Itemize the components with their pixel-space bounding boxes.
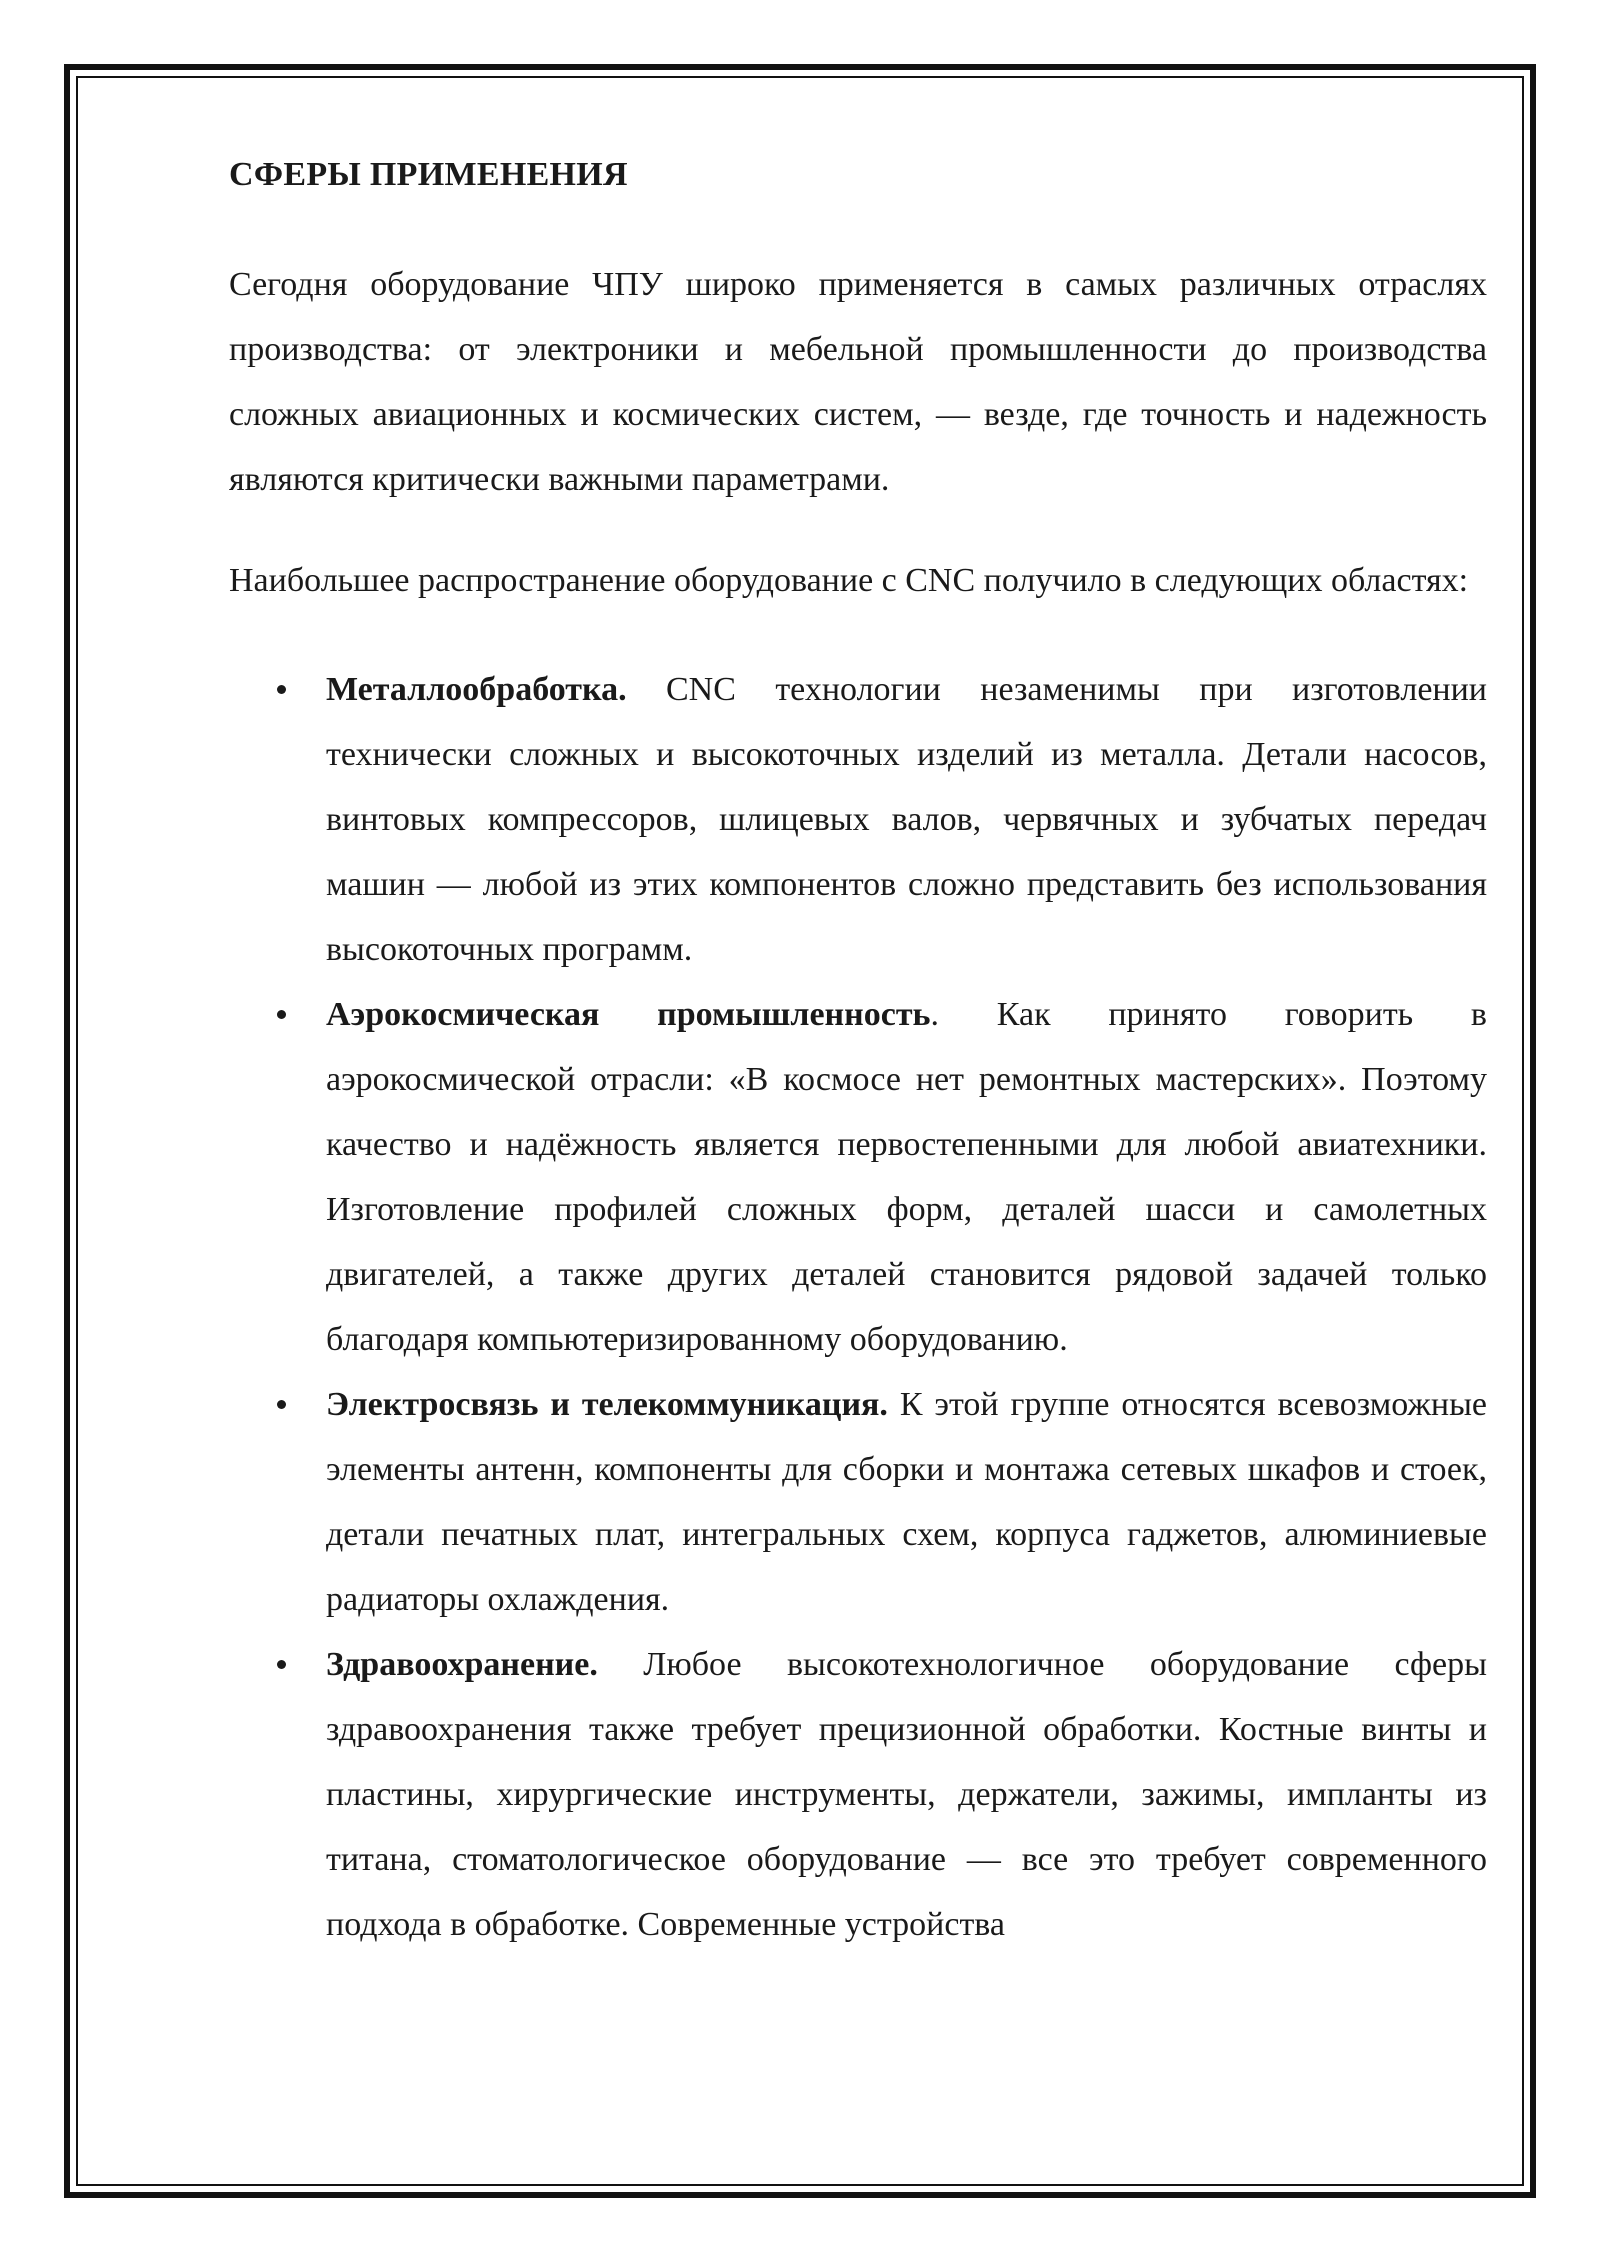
list-item-telecom xyxy=(229,1372,1487,1632)
areas-intro-paragraph: Наибольшее распространение оборудование с CNC получило в следующих областях: xyxy=(229,562,1469,599)
list-item-title: Здравоохранение. xyxy=(326,1646,598,1683)
bullet-icon xyxy=(277,685,286,694)
list-item-title: Аэрокосмическая промышленность xyxy=(326,996,931,1033)
document-body xyxy=(229,150,1487,1957)
bullet-list-wrapper xyxy=(229,657,1487,1957)
list-item-text: CNC технологии незаменимы при изготовлении технически сложных и высокоточных изделий из металла. Детали насосов, винтовых компрессоров, шлицевых валов, червячных и зубчатых передач машин — любой из этих компонентов сложно представить без использования высокоточных программ. xyxy=(326,671,1487,968)
list-item-metalworking xyxy=(229,657,1487,982)
list-item-title: Электросвязь и телекоммуникация. xyxy=(326,1386,888,1423)
list-item-title: Металлообработка. xyxy=(326,671,627,708)
bullet-icon xyxy=(277,1400,286,1409)
list-item-healthcare xyxy=(229,1632,1487,1957)
application-areas-list xyxy=(229,657,1487,1957)
intro-paragraph: Сегодня оборудование ЧПУ широко применяется в самых различных отраслях производства: от электроники и мебельной промышленности до производства сложных авиационных и космических систем, — везде, где точность и надежность являются критически важными параметрами. xyxy=(229,266,1487,498)
section-heading: СФЕРЫ ПРИМЕНЕНИЯ xyxy=(229,156,628,193)
list-item-text: К этой группе относятся всевозможные элементы антенн, компоненты для сборки и монтажа сетевых шкафов и стоек, детали печатных плат, интегральных схем, корпуса гаджетов, алюминиевые радиаторы охлаждения. xyxy=(326,1386,1487,1618)
bullet-icon xyxy=(277,1010,286,1019)
bullet-icon xyxy=(277,1660,286,1669)
list-item-text: Любое высокотехнологичное оборудование сферы здравоохранения также требует прецизионной обработки. Костные винты и пластины, хирургические инструменты, держатели, зажимы, импланты из титана, стоматологическое оборудование — все это требует современного подхода в обработке. Современные устройства xyxy=(326,1646,1487,1943)
list-item-aerospace xyxy=(229,982,1487,1372)
list-item-text: . Как принято говорить в аэрокосмической отрасли: «В космосе нет ремонтных мастерских». Поэтому качество и надёжность является первостепенными для любой авиатехники. Изготовление профилей сложных форм, деталей шасси и самолетных двигателей, а также других деталей становится рядовой задачей только благодаря компьютеризированному оборудованию. xyxy=(326,996,1487,1358)
